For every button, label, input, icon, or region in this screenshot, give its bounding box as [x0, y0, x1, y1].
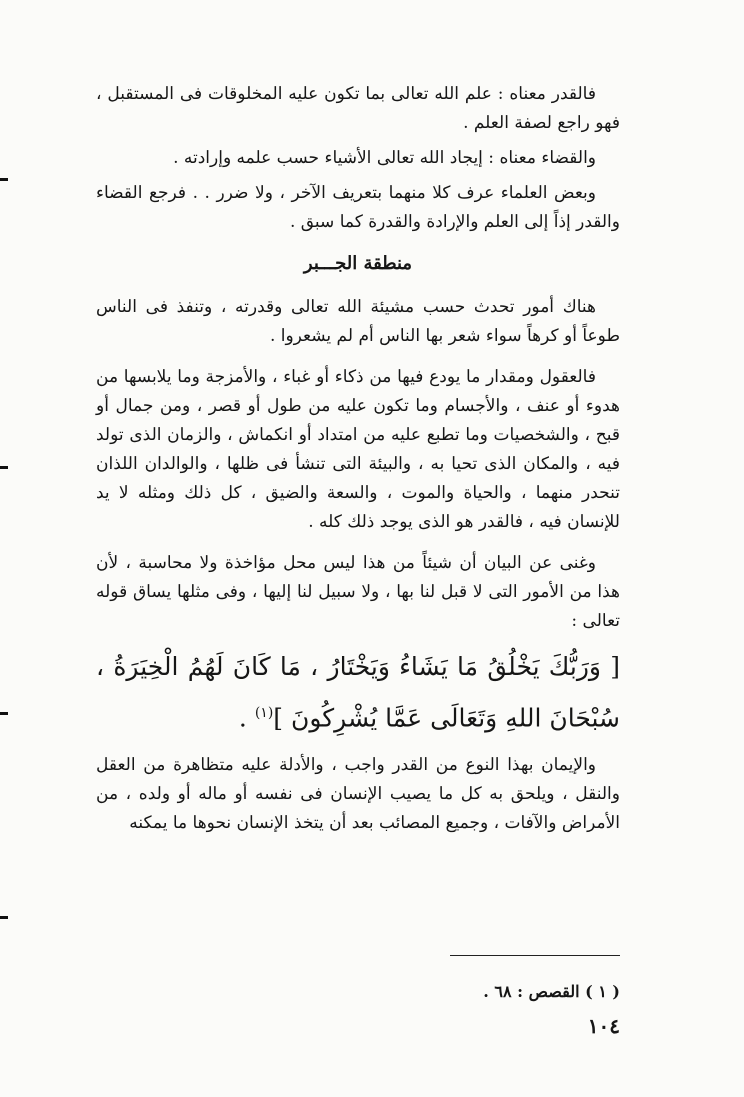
quran-verse: [96, 644, 620, 741]
margin-mark: [0, 178, 8, 181]
paragraph-qadar: فالقدر معناه : علم الله تعالى بما تكون عليه المخلوقات فى المستقبل ، فهو راجع لصفة العلم .: [96, 84, 620, 133]
paragraph-qadaa: والقضاء معناه : إيجاد الله تعالى الأشياء حسب علمه وإرادته .: [173, 148, 596, 168]
margin-mark: [0, 916, 8, 919]
footnote-reference: (١): [254, 705, 274, 721]
paragraph-uqul: فالعقول ومقدار ما يودع فيها من ذكاء أو غباء ، والأمزجة وما يلابسها من هدوء أو عنف ، والأجسام وما تكون عليه من طول أو قصر ، ومن جمال أو قبح ، والشخصيات وما تطبع عليه من امتداد أو انكماش ، والزمان الذى تولد فيه ، والمكان الذى تحيا به ، والبيئة التى تنشأ فى ظلها ، والوالدان اللذان تنحدر منهما ، والحياة والموت ، والسعة والضيق ، كل ذلك ومثله لا يد للإنسان فيه ، فالقدر هو الذى يوجد ذلك كله .: [96, 367, 620, 532]
section-heading: منطقة الجـــبر: [303, 253, 413, 274]
paragraph-umur: هناك أمور تحدث حسب مشيئة الله تعالى وقدرته ، وتنفذ فى الناس طوعاً أو كرهاً سواء شعر بها الناس أم لم يشعروا .: [96, 297, 620, 346]
margin-mark: [0, 712, 8, 715]
footnote-divider: [450, 955, 620, 956]
footnote: ( ١ ) القصص : ٦٨ .: [483, 982, 620, 1001]
paragraph-bayan: وغنى عن البيان أن شيئاً من هذا ليس محل مؤاخذة ولا محاسبة ، لأن هذا من الأمور التى لا قبل لنا بها ، ولا سبيل لنا إليها ، وفى مثلها يساق قوله تعالى :: [96, 553, 620, 631]
paragraph-iman: والإيمان بهذا النوع من القدر واجب ، والأدلة عليه متظاهرة من العقل والنقل ، ويلحق به كل ما يصيب الإنسان فى نفسه أو ماله أو ولده ، من الأمراض والآفات ، وجميع المصائب بعد أن يتخذ الإنسان نحوها ما يمكنه: [96, 755, 620, 834]
quran-end: .: [238, 703, 255, 733]
page-number: ١٠٤: [587, 1014, 620, 1038]
margin-mark: [0, 466, 8, 469]
quran-text: [ وَرَبُّكَ يَخْلُقُ مَا يَشَاءُ وَيَخْتَارُ ، مَا كَانَ لَهُمُ الْخِيَرَةُ ، سُبْحَانَ اللهِ وَتَعَالَى عَمَّا يُشْرِكُونَ ]: [96, 652, 620, 733]
paragraph-ulama: وبعض العلماء عرف كلا منهما بتعريف الآخر ، ولا ضرر . . فرجع القضاء والقدر إذاً إلى العلم والإرادة والقدرة كما سبق .: [96, 183, 620, 232]
page-body: [96, 80, 620, 838]
